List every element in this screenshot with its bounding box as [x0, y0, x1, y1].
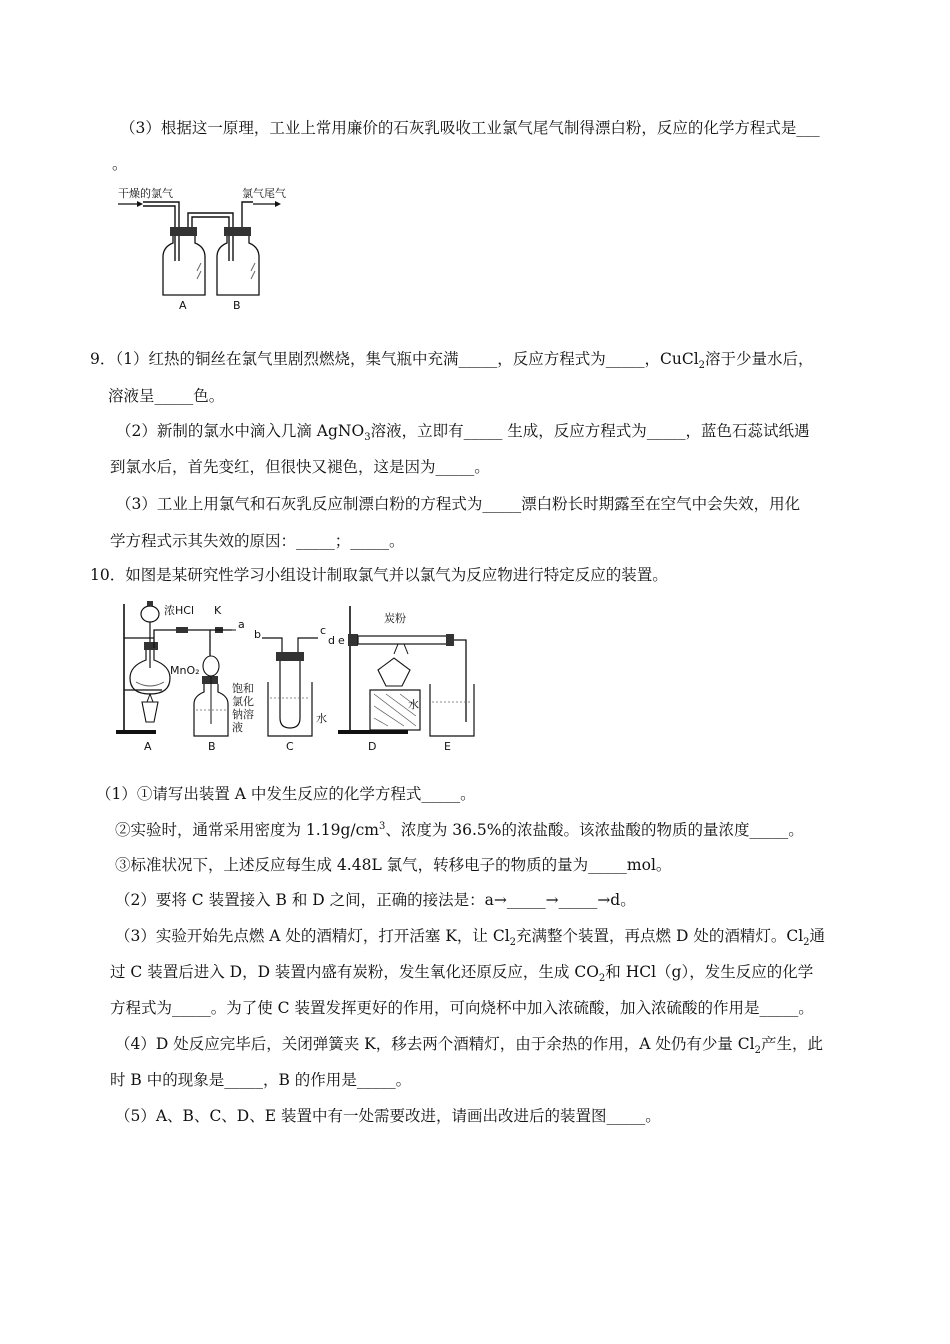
q10-part4-line1: （4）D 处反应完毕后，关闭弹簧夹 K，移去两个酒精灯，由于余热的作用，A 处仍有少量 $Cl_2$产生，此 — [115, 1035, 823, 1057]
label-apparatus-d: D — [368, 740, 377, 753]
q9-part1-line2: 溶液呈_____色。 — [108, 387, 225, 405]
label-dry-chlorine: 干燥的氯气 — [118, 187, 173, 200]
label-saline-2: 氯化 — [232, 695, 254, 708]
q10-part2: （2）要将 C 装置接入 B 和 D 之间，正确的接法是：a→_____→_____→d。 — [115, 891, 636, 909]
label-bottle-a: A — [179, 299, 187, 312]
q10-part1-3: ③标准状况下，上述反应每生成 4.48L 氯气，转移电子的物质的量为_____mol。 — [115, 856, 672, 874]
q10-part5: （5）A、B、C、D、E 装置中有一处需要改进，请画出改进后的装置图_____。 — [115, 1107, 661, 1125]
label-saline-1: 饱和 — [232, 682, 254, 695]
chlorine-apparatus-figure — [112, 598, 477, 756]
q9-part2-line2: 到氯水后，首先变红，但很快又褪色，这是因为_____。 — [110, 458, 490, 476]
label-carbon-powder: 炭粉 — [384, 612, 406, 625]
label-port-e: e — [338, 634, 345, 647]
label-port-a: a — [238, 618, 245, 631]
q9-part3-line2: 学方程式示其失效的原因：_____；_____。 — [110, 532, 405, 550]
q8-part3-line2: 。 — [112, 155, 128, 173]
question-number: 9． — [90, 350, 116, 368]
label-port-b: b — [254, 628, 261, 641]
q10-part3-line1: （3）实验开始先点燃 A 处的酒精灯，打开活塞 K，让 $Cl_2$充满整个装置，再点燃 D 处的酒精灯。$Cl_2$通 — [115, 927, 826, 949]
gas-bottles-figure — [115, 183, 315, 313]
q10-stem: 10．如图是某研究性学习小组设计制取氯气并以氯气为反应物进行特定反应的装置。 — [90, 566, 668, 584]
label-apparatus-c: C — [286, 740, 294, 753]
q10-part4-line2: 时 B 中的现象是_____，B 的作用是_____。 — [110, 1071, 412, 1089]
label-chlorine-tail: 氯气尾气 — [242, 187, 286, 200]
q9-part2-line1: （2）新制的氯水中滴入几滴 AgNO$_3$溶液，立即有_____ 生成，反应方程式为_____，蓝色石蕊试纸遇 — [116, 422, 810, 444]
q8-part3-line1: （3）根据这一原理，工业上常用廉价的石灰乳吸收工业氯气尾气制得漂白粉，反应的化学方程式是___ — [120, 119, 820, 137]
q9-part1-line1: 9．（1）红热的铜丝在氯气里剧烈燃烧，集气瓶中充满_____，反应方程式为_____，CuCl$_2$溶于少量水后， — [90, 350, 814, 372]
label-apparatus-e: E — [444, 740, 451, 753]
label-mno2: MnO₂ — [170, 664, 200, 677]
q9-part3-line1: （3）工业上用氯气和石灰乳反应制漂白粉的方程式为_____漂白粉长时期露至在空气中会失效，用化 — [116, 495, 801, 513]
label-water-e: 水 — [408, 698, 419, 711]
label-valve-k: K — [214, 604, 222, 617]
question-number: 10． — [90, 566, 126, 584]
label-conc-hcl: 浓HCl — [164, 604, 195, 617]
label-bottle-b: B — [233, 299, 241, 312]
label-saline-3: 钠溶 — [232, 708, 254, 721]
label-port-d: d — [328, 634, 335, 647]
q10-part3-line3: 方程式为_____。为了使 C 装置发挥更好的作用，可向烧杯中加入浓硫酸，加入浓硫酸的作用是_____。 — [110, 999, 814, 1017]
label-apparatus-b: B — [208, 740, 216, 753]
label-apparatus-a: A — [144, 740, 152, 753]
q10-part1-1: （1）①请写出装置 A 中发生反应的化学方程式_____。 — [96, 785, 476, 803]
q10-part3-line2: 过 C 装置后进入 D，D 装置内盛有炭粉，发生氧化还原反应，生成 $CO_2$和 HCl（g），发生反应的化学 — [110, 963, 814, 985]
q10-part1-2: ②实验时，通常采用密度为 $1.19g/cm^3$、浓度为 36.5%的浓盐酸。该浓盐酸的物质的量浓度_____。 — [115, 820, 804, 839]
label-port-c: c — [320, 624, 327, 637]
label-saline-4: 液 — [232, 721, 243, 734]
label-water-c: 水 — [316, 712, 327, 725]
